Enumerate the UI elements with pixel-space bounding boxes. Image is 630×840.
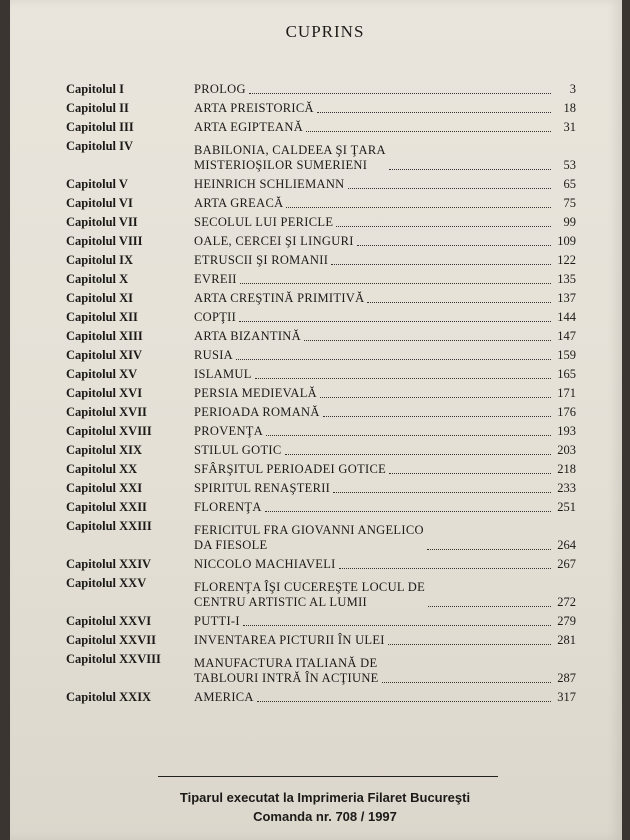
toc-row: [66, 139, 576, 173]
toc-chapter-title: [194, 143, 386, 173]
toc-chapter-title: [194, 272, 237, 287]
toc-chapter-number: Capitolul II: [66, 101, 129, 115]
toc-page-number: 317: [557, 690, 576, 704]
dot-leader: [320, 397, 551, 398]
toc-title-line: PERSIA MEDIEVALĂ: [194, 386, 317, 400]
toc-page-number: 279: [557, 614, 576, 628]
toc-title-line: FLORENŢA: [194, 500, 262, 514]
dot-leader: [249, 93, 551, 94]
toc-page-number: 75: [563, 196, 576, 210]
toc-page-number: 281: [557, 633, 576, 647]
dot-leader: [428, 606, 551, 607]
dot-leader: [236, 359, 551, 360]
toc-chapter-number: Capitolul XIII: [66, 329, 143, 343]
toc-page-number: 267: [557, 557, 576, 571]
toc-chapter-title: [194, 291, 364, 306]
toc-chapter-number: Capitolul XIX: [66, 443, 143, 457]
toc-chapter-title: [194, 481, 330, 496]
toc-title-line: ARTA PREISTORICĂ: [194, 101, 314, 115]
dot-leader: [266, 435, 551, 436]
toc-chapter-number: Capitolul XXI: [66, 481, 143, 495]
toc-row: [66, 614, 576, 629]
toc-title-line: OALE, CERCEI ŞI LINGURI: [194, 234, 354, 248]
toc-chapter-title: [194, 196, 283, 211]
toc-chapter-number: Capitolul VIII: [66, 234, 143, 248]
toc-chapter-number: Capitolul XI: [66, 291, 134, 305]
dot-leader: [304, 340, 551, 341]
toc-page-number: 137: [557, 291, 576, 305]
toc-title-line: BABILONIA, CALDEEA ŞI ŢARA: [194, 143, 386, 157]
dot-leader: [243, 625, 551, 626]
toc-row: [66, 348, 576, 363]
toc-page-number: 193: [557, 424, 576, 438]
dot-leader: [323, 416, 551, 417]
toc-row: [66, 367, 576, 382]
toc-chapter-number: Capitolul IV: [66, 139, 134, 153]
footer-divider: [158, 776, 498, 777]
toc-row: [66, 462, 576, 477]
toc-row: [66, 253, 576, 268]
toc-title-line: ETRUSCII ŞI ROMANII: [194, 253, 329, 267]
toc-chapter-number: Capitolul VI: [66, 196, 133, 210]
toc-page-number: 233: [557, 481, 576, 495]
toc-title-line: PROVENŢA: [194, 424, 264, 438]
toc-page-number: 176: [557, 405, 576, 419]
toc-row: [66, 82, 576, 97]
toc-chapter-number: Capitolul IX: [66, 253, 134, 267]
toc-page-number: 99: [563, 215, 576, 229]
toc-row: [66, 386, 576, 401]
toc-title-line: HEINRICH SCHLIEMANN: [194, 177, 345, 191]
toc-chapter-number: Capitolul XVI: [66, 386, 143, 400]
toc-title-line: COPŢII: [194, 310, 237, 324]
toc-chapter-title: [194, 386, 317, 401]
dot-leader: [257, 701, 551, 702]
dot-leader: [286, 207, 551, 208]
dot-leader: [255, 378, 551, 379]
toc-title-line: SECOLUL LUI PERICLE: [194, 215, 334, 229]
toc-row: [66, 576, 576, 610]
toc-chapter-title: [194, 348, 233, 363]
toc-page-number: 272: [557, 595, 576, 609]
toc-chapter-number: Capitolul XVIII: [66, 424, 152, 438]
toc-chapter-title: [194, 367, 252, 382]
toc-row: [66, 500, 576, 515]
toc-chapter-title: [194, 443, 282, 458]
toc-row: [66, 120, 576, 135]
toc-page-number: 251: [557, 500, 576, 514]
dot-leader: [357, 245, 551, 246]
toc-chapter-number: Capitolul XV: [66, 367, 138, 381]
toc-chapter-number: Capitolul XXIV: [66, 557, 152, 571]
toc-title-line: MANUFACTURA ITALIANĂ DE: [194, 656, 378, 670]
toc-title-line: FERICITUL FRA GIOVANNI ANGELICO: [194, 523, 424, 537]
toc-title-line: CENTRU ARTISTIC AL LUMII: [194, 595, 367, 609]
toc-page-number: 135: [557, 272, 576, 286]
toc-title-line: ARTA BIZANTINĂ: [194, 329, 301, 343]
toc-page-number: 147: [557, 329, 576, 343]
toc-row: [66, 519, 576, 553]
toc-chapter-title: [194, 614, 240, 629]
toc-row: [66, 443, 576, 458]
toc-title-line: PUTTI-I: [194, 614, 240, 628]
toc-page-number: 122: [557, 253, 576, 267]
toc-row: [66, 481, 576, 496]
toc-page-number: 218: [557, 462, 576, 476]
dot-leader: [336, 226, 551, 227]
toc-page-number: 165: [557, 367, 576, 381]
toc-chapter-title: [194, 557, 336, 572]
toc-chapter-title: [194, 462, 386, 477]
toc-page-number: 53: [563, 158, 576, 172]
toc-chapter-title: [194, 633, 385, 648]
toc-chapter-number: Capitolul XXII: [66, 500, 147, 514]
toc-row: [66, 234, 576, 249]
table-of-contents: [66, 82, 576, 709]
toc-row: [66, 329, 576, 344]
toc-title-line: PROLOG: [194, 82, 246, 96]
dot-leader: [339, 568, 551, 569]
toc-row: [66, 177, 576, 192]
dot-leader: [333, 492, 551, 493]
dot-leader: [388, 644, 551, 645]
toc-title-line: EVREII: [194, 272, 237, 286]
toc-chapter-number: Capitolul XXIX: [66, 690, 152, 704]
dot-leader: [367, 302, 551, 303]
toc-title-line: ARTA GREACĂ: [194, 196, 284, 210]
toc-chapter-number: Capitolul XXV: [66, 576, 147, 590]
toc-row: [66, 196, 576, 211]
toc-title-line: MISTERIOŞILOR SUMERIENI: [194, 158, 368, 172]
toc-chapter-number: Capitolul XXIII: [66, 519, 152, 533]
toc-page-number: 171: [557, 386, 576, 400]
toc-row: [66, 633, 576, 648]
toc-row: [66, 424, 576, 439]
toc-chapter-title: [194, 500, 262, 515]
toc-chapter-number: Capitolul XII: [66, 310, 138, 324]
toc-page-number: 31: [563, 120, 576, 134]
toc-title-line: ARTA CREŞTINĂ PRIMITIVĂ: [194, 291, 365, 305]
toc-page-number: 159: [557, 348, 576, 362]
toc-title-line: FLORENŢA ÎŞI CUCEREŞTE LOCUL DE: [194, 580, 426, 594]
toc-page-number: 109: [557, 234, 576, 248]
dot-leader: [285, 454, 552, 455]
toc-page-number: 287: [557, 671, 576, 685]
toc-page-number: 3: [569, 82, 576, 96]
toc-title-line: TABLOURI INTRĂ ÎN ACŢIUNE: [194, 671, 379, 685]
toc-title-line: PERIOADA ROMANĂ: [194, 405, 320, 419]
toc-row: [66, 557, 576, 572]
toc-title-line: INVENTAREA PICTURII ÎN ULEI: [194, 633, 385, 647]
toc-chapter-title: [194, 656, 379, 686]
toc-chapter-title: [194, 523, 424, 553]
toc-chapter-number: Capitolul XVII: [66, 405, 147, 419]
toc-row: [66, 101, 576, 116]
toc-chapter-title: [194, 253, 328, 268]
dot-leader: [331, 264, 551, 265]
dot-leader: [265, 511, 551, 512]
toc-chapter-title: [194, 329, 301, 344]
dot-leader: [382, 682, 551, 683]
dot-leader: [389, 473, 551, 474]
toc-title-line: ARTA EGIPTEANĂ: [194, 120, 304, 134]
dot-leader: [427, 549, 551, 550]
toc-chapter-title: [194, 580, 425, 610]
toc-title-line: AMERICA: [194, 690, 254, 704]
toc-page-number: 203: [557, 443, 576, 457]
toc-chapter-number: Capitolul XXVII: [66, 633, 156, 647]
toc-page-number: 18: [563, 101, 576, 115]
toc-chapter-title: [194, 177, 345, 192]
toc-title-line: SPIRITUL RENAŞTERII: [194, 481, 331, 495]
book-page: [10, 0, 622, 840]
toc-chapter-number: Capitolul X: [66, 272, 129, 286]
toc-page-number: 144: [557, 310, 576, 324]
toc-chapter-title: [194, 101, 314, 116]
toc-chapter-title: [194, 310, 236, 325]
toc-chapter-number: Capitolul XXVIII: [66, 652, 161, 666]
toc-chapter-number: Capitolul XX: [66, 462, 138, 476]
toc-row: [66, 690, 576, 705]
toc-chapter-title: [194, 120, 303, 135]
dot-leader: [389, 169, 551, 170]
dot-leader: [239, 321, 551, 322]
colophon-printer: Tiparul executat la Imprimeria Filaret Bucureşti: [179, 790, 471, 805]
toc-chapter-title: [194, 690, 254, 705]
toc-chapter-title: [194, 82, 246, 97]
toc-row: [66, 215, 576, 230]
dot-leader: [240, 283, 551, 284]
dot-leader: [317, 112, 551, 113]
dot-leader: [306, 131, 551, 132]
toc-chapter-number: Capitolul I: [66, 82, 125, 96]
dot-leader: [348, 188, 552, 189]
toc-row: [66, 405, 576, 420]
toc-chapter-number: Capitolul VII: [66, 215, 138, 229]
toc-row: [66, 310, 576, 325]
toc-title-line: DA FIESOLE: [194, 538, 268, 552]
toc-page-number: 264: [557, 538, 576, 552]
toc-page-number: 65: [563, 177, 576, 191]
toc-chapter-number: Capitolul XXVI: [66, 614, 152, 628]
colophon-order: Comanda nr. 708 / 1997: [253, 809, 397, 824]
toc-title-line: NICCOLO MACHIAVELI: [194, 557, 336, 571]
toc-chapter-number: Capitolul XIV: [66, 348, 143, 362]
toc-chapter-title: [194, 405, 320, 420]
toc-row: [66, 652, 576, 686]
toc-chapter-title: [194, 234, 354, 249]
toc-chapter-title: [194, 215, 333, 230]
printer-colophon: [10, 788, 630, 826]
toc-title-line: SFÂRŞITUL PERIOADEI GOTICE: [194, 462, 387, 476]
toc-title-line: STILUL GOTIC: [194, 443, 282, 457]
toc-title-line: ISLAMUL: [194, 367, 252, 381]
toc-row: [66, 291, 576, 306]
toc-title-line: RUSIA: [194, 348, 234, 362]
toc-chapter-number: Capitolul V: [66, 177, 128, 191]
toc-row: [66, 272, 576, 287]
toc-chapter-title: [194, 424, 263, 439]
page-title: CUPRINS: [285, 22, 365, 41]
toc-chapter-number: Capitolul III: [66, 120, 134, 134]
